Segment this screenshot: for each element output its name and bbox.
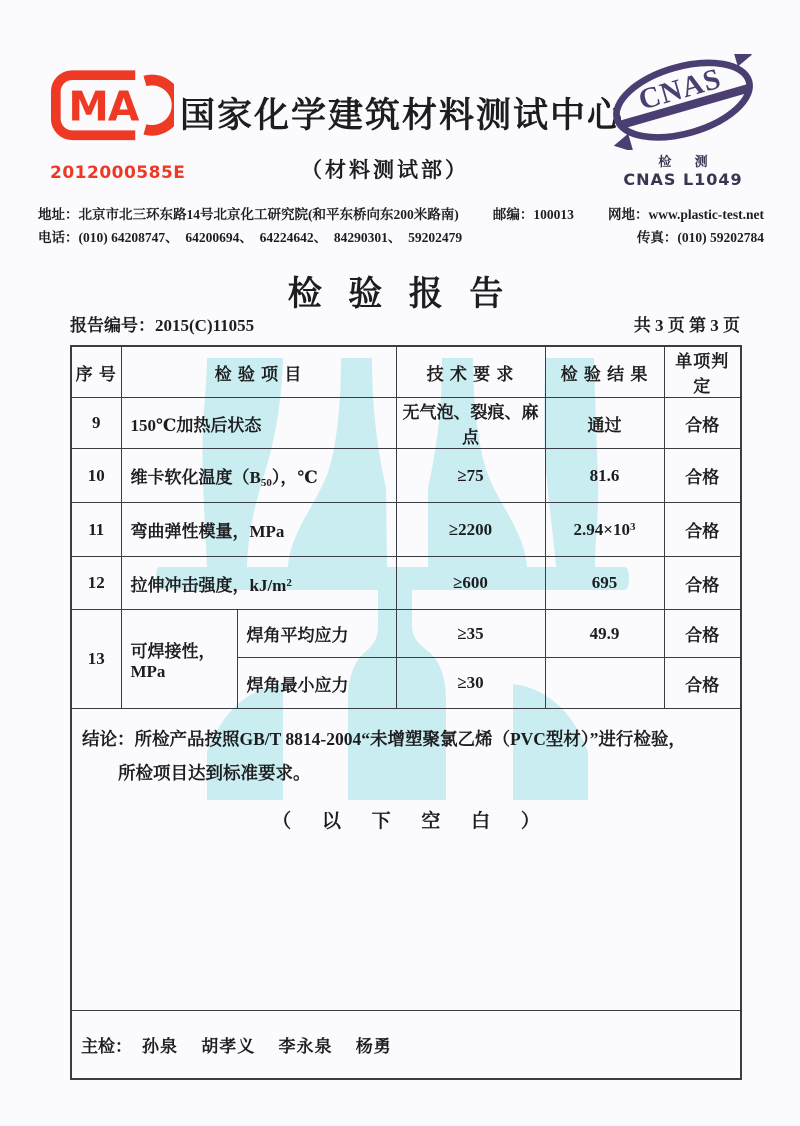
cell-verdict: 合格: [664, 658, 741, 709]
report-title-wrap: [0, 266, 800, 315]
inspection-table: [70, 345, 742, 1080]
cell-requirement: ≥75: [396, 449, 545, 503]
conclusion-cell: [71, 709, 741, 1011]
cell-requirement: ≥600: [396, 557, 545, 610]
cell-result: $2.94\times 10^3$: [545, 503, 664, 557]
cell-requirement: ≥35: [396, 610, 545, 658]
cell-item: 可焊接性，MPa: [121, 610, 237, 709]
page-indicator: 共 3 页 第 3 页: [633, 316, 740, 335]
contact-line-address: [38, 203, 764, 226]
cell-requirement: 无气泡、裂痕、麻点: [396, 398, 545, 449]
cell-verdict: 合格: [664, 557, 741, 610]
cnas-logo-icon: [602, 54, 764, 150]
cell-sub-item: 焊角平均应力: [237, 610, 396, 658]
cell-seq: 11: [71, 503, 121, 557]
cell-item: 150℃加热后状态: [121, 398, 396, 449]
chief-inspector-row: [71, 1011, 741, 1079]
table-row: [71, 398, 741, 449]
cell-requirement: ≥2200: [396, 503, 545, 557]
report-number: 报告编号：2015(C)11055: [70, 316, 255, 335]
cell-item: 维卡软化温度$(B_{50})$，℃: [121, 449, 396, 503]
cell-item: 弯曲弹性模量，MPa: [121, 503, 396, 557]
cell-seq: 12: [71, 557, 121, 610]
cnas-letters: CNAS: [635, 62, 725, 117]
table-row: [71, 503, 741, 557]
table-row: [71, 449, 741, 503]
zip-code: 邮编：100013: [492, 207, 574, 222]
cell-verdict: 合格: [664, 503, 741, 557]
cnas-accreditation-code: CNAS L1049: [623, 170, 743, 189]
cnas-logo-block: [600, 54, 766, 189]
report-title: 检 验 报 告: [287, 276, 513, 313]
cell-verdict: 合格: [664, 398, 741, 449]
cell-verdict: 合格: [664, 610, 741, 658]
org-title: 国家化学建筑材料测试中心: [180, 96, 625, 135]
report-number-row: [70, 311, 740, 336]
conclusion-line1: 结论：所检产品按照GB/T 8814-2004“未增塑聚氯乙烯（PVC型材）”进行检验，: [82, 729, 686, 749]
cell-seq: 13: [71, 610, 121, 709]
cma-ma-letters: MA: [68, 82, 139, 131]
col-header-requirement: 技 术 要 求: [396, 346, 545, 398]
cma-logo-icon: [50, 68, 174, 154]
cnas-caption: 检 测: [658, 154, 718, 169]
table-header-row: [71, 346, 741, 398]
cell-requirement: ≥30: [396, 658, 545, 709]
cell-result: 通过: [545, 398, 664, 449]
table-row: [71, 610, 741, 658]
cma-logo-block: [50, 68, 186, 183]
contact-block: [38, 203, 764, 249]
col-header-verdict: 单项判定: [664, 346, 741, 398]
chief-inspector-label: 主检：: [81, 1036, 132, 1056]
cell-result: [545, 658, 664, 709]
conclusion-line2: 所检项目达到标准要求。: [118, 763, 311, 784]
cma-certificate-number: 2012000585E: [50, 163, 186, 183]
website: 网地：www.plastic-test.net: [608, 207, 764, 222]
table-body: [71, 398, 741, 709]
inspector-names: 孙泉 胡孝义 李永泉 杨勇: [142, 1036, 392, 1056]
cell-seq: 9: [71, 398, 121, 449]
chief-inspector-cell: [71, 1011, 741, 1079]
fax-number: 传真：(010) 59202784: [636, 230, 764, 245]
cell-item: 拉伸冲击强度，$kJ/m^2$: [121, 557, 396, 610]
table-row: [71, 557, 741, 610]
conclusion-label: 结论：: [82, 729, 135, 749]
col-header-result: 检 验 结 果: [545, 346, 664, 398]
cell-seq: 10: [71, 449, 121, 503]
below-blank-note: （ 以 下 空 白 ）: [272, 811, 553, 833]
contact-line-phone: [38, 226, 764, 249]
telephone-numbers: 电话：(010) 64208747、 64200694、 64224642、 84290301、 59202479: [38, 230, 463, 245]
col-header-item: 检 验 项 目: [121, 346, 396, 398]
cell-result: 49.9: [545, 610, 664, 658]
cell-result: 695: [545, 557, 664, 610]
cell-result: 81.6: [545, 449, 664, 503]
address: 地址：北京市北三环东路14号北京化工研究院(和平东桥向东200米路南): [38, 207, 459, 222]
col-header-seq: 序 号: [71, 346, 121, 398]
cell-sub-item: 焊角最小应力: [237, 658, 396, 709]
org-title-block: [180, 88, 625, 184]
cell-verdict: 合格: [664, 449, 741, 503]
conclusion-row: [71, 709, 741, 1011]
org-subtitle: （材料测试部）: [301, 158, 469, 182]
